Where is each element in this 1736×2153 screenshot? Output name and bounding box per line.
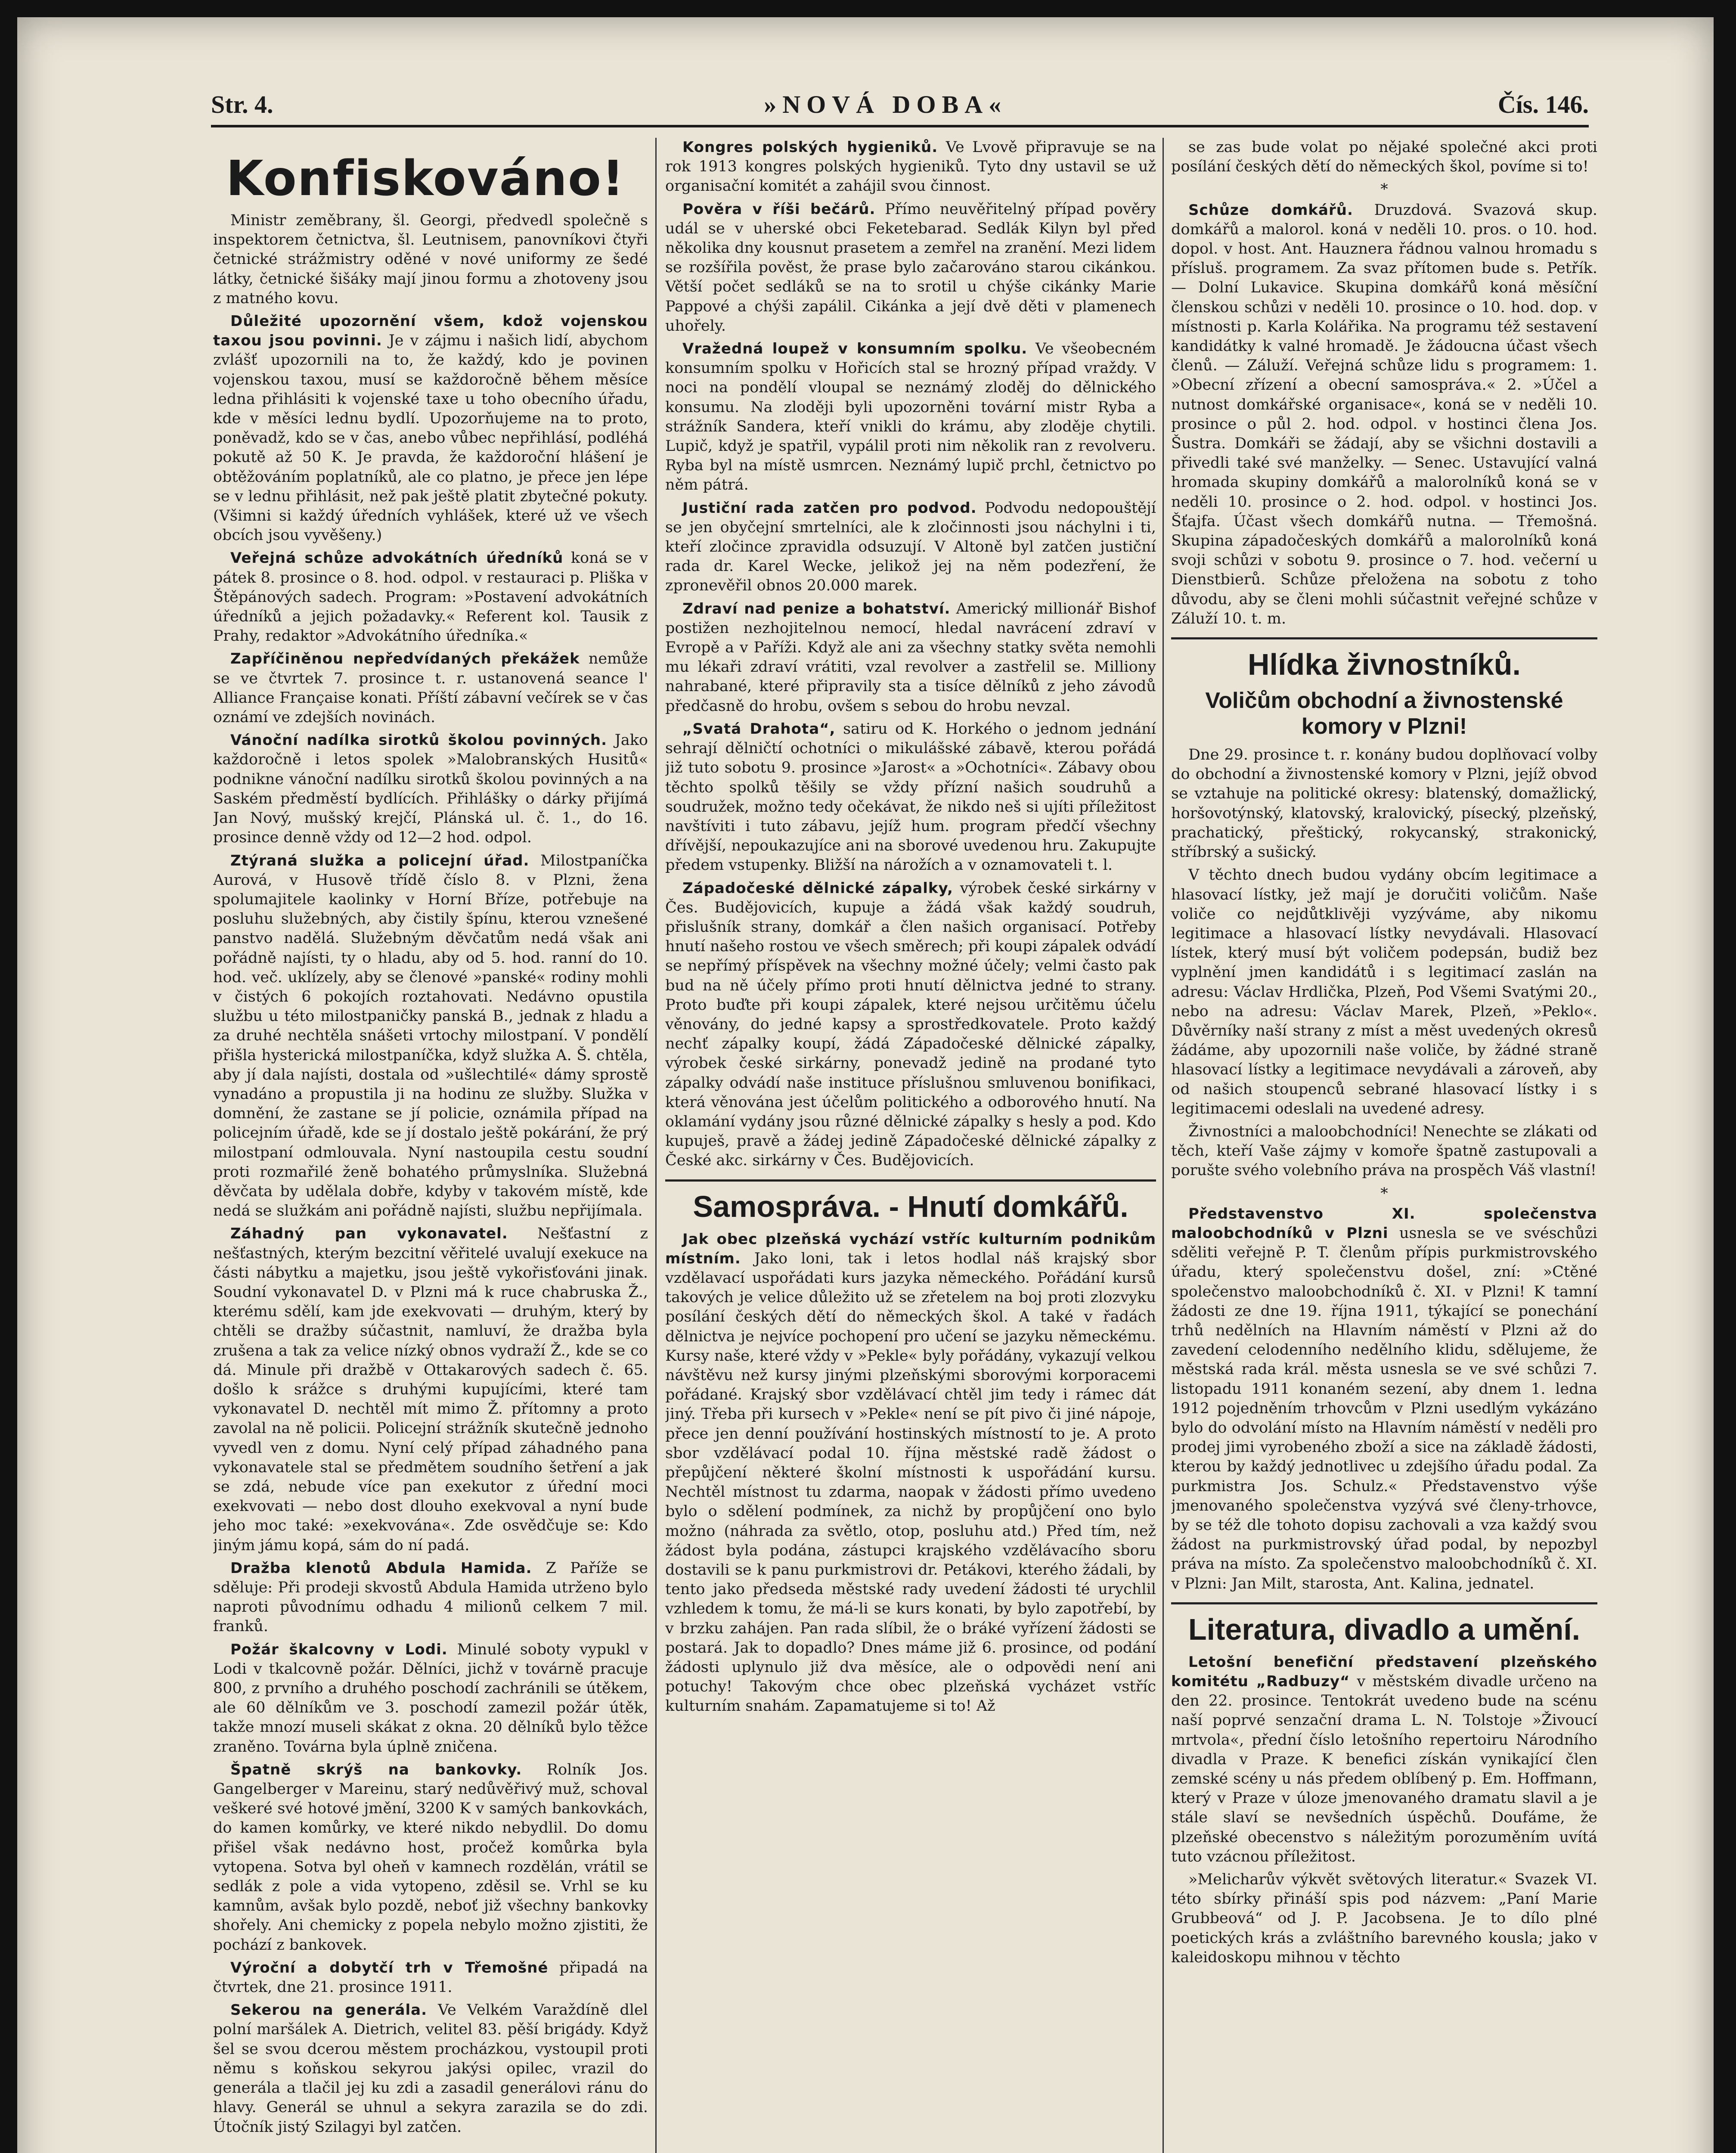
column-3	[1171, 138, 1597, 2153]
article	[213, 1958, 648, 1997]
article-heading: Výroční a dobytčí trh v Třemošné	[230, 1959, 549, 1976]
article-text: v městském divadle určeno na den 22. prosince. Tentokrát uvedeno bude na scénu naší poprvé senzační drama L. N. Tolstoje »Živoucí mrtvola«, přední číslo letošního repertoiru Národního divadla v Praze. K benefici získán vynikající člen zemské scény u nás předem oblíbený p. Em. Hoffmann, který v Praze v úloze jmenovaného dramatu slavil a je stále slaví se nevšedních úspěchů. Doufáme, že plzeňské obecenstvo s náležitým porozuměním uvítá tuto vzácnou příležitost.	[1171, 1673, 1597, 1865]
article-heading: Důležité upozornění všem, kdož vojenskou taxou jsou povinni.	[213, 313, 648, 350]
article-heading: Justiční rada zatčen pro podvod.	[682, 499, 977, 517]
subsection-heading: Voličům obchodní a živnostenské komory v Plzni!	[1205, 688, 1563, 739]
article	[213, 1640, 648, 1757]
column-divider	[655, 138, 657, 2153]
article-text: Podvodu nedopouštějí se jen obyčejní smrtelníci, ale k zločinnosti jsou náchylni i ti, kteří zločince zpravidla odsuzují. V Altoně byl zatčen justiční rada dr. Karel Wecke, jelikož jej na něm podezření, že zpronevěřil obnos 20.000 marek.	[665, 499, 1156, 595]
article-paragraph: V těchto dnech budou vydány obcím legitimace a hlasovací lístky, jež mají je doručiti voličům. Naše voliče co nejdůtklivěji vyzýváme, aby nikomu legitimace a hlasovací lístky nevydávali. Hlasovací lístek, který musí být voličem podepsán, budiž bez vyplnění jmen kandidátů i s legitimací zaslán na adresu: Václav Hrdlička, Plzeň, Pod Všemi Svatými 20., nebo na adresu: Václav Marek, Plzeň, »Peklo«. Důvěrníky naší strany z míst a měst uvedených okresů žádáme, aby upozornili naše voliče, by žádné straně hlasovací lístky a legitimace nevydávali a zároveň, aby od našich stoupenců sebrané hlasovací lístky i s legitimacemi odeslali na uvedené adresy.	[1171, 866, 1597, 1117]
article	[213, 549, 648, 646]
article	[213, 2001, 648, 2137]
article	[213, 312, 648, 545]
article	[213, 1559, 648, 1637]
article	[665, 879, 1156, 1171]
article-heading: Vánoční nadílka sirotků školou povinných.	[230, 732, 608, 749]
article	[213, 1760, 648, 1955]
newspaper-page	[17, 17, 1714, 2153]
article	[1171, 201, 1597, 629]
article-heading: Kongres polských hygieniků.	[682, 139, 938, 156]
article	[665, 200, 1156, 336]
article-text: Přímo neuvěřitelný případ pověry udál se v uherské obci Feketebarad. Sedlák Kilyn byl před několika dny kousnut prasetem a zemřel na zranění. Mezi lidem se rozšířila pověst, že prase bylo začarováno starou cikánkou. Větší počet sedláků se na to srotil u chýše cikánky Marie Pappové a chýši zapálil. Cikánka a její dvě děti v plamenech uhořely.	[665, 200, 1156, 335]
article	[665, 1230, 1156, 1716]
article-paragraph: se zas bude volat po nějaké společné akci proti posílání českých dětí do německých škol, povíme si to!	[1171, 139, 1597, 176]
section-heading: Literatura, divadlo a umění.	[1171, 1602, 1597, 1648]
article-heading: Špatně skrýš na bankovky.	[230, 1761, 522, 1778]
article	[665, 599, 1156, 716]
article-heading: Zdraví nad penize a bohatství.	[682, 600, 951, 617]
article-text: Minulé soboty vypukl v Lodi v tkalcovně požár. Dělníci, jichž v továrně pracuje 800, z prvního a druhého poschodí zachránili se útěkem, ale 60 dělníkům ve 3. poschodí zamezil požár útěk, takže mnozí museli skákat z okna. 20 dělníků bylo těžce zraněno. Továrna byla úplně zničena.	[213, 1641, 648, 1756]
article-heading: Požár škalcovny v Lodi.	[230, 1641, 448, 1658]
column-1	[213, 138, 648, 2153]
article-heading: Západočeské dělnické zápalky,	[682, 879, 953, 897]
article-heading: Dražba klenotů Abdula Hamida.	[230, 1559, 532, 1577]
article-paragraph: Živnostníci a maloobchodníci! Nenechte se zlákati od těch, kteří Vaše zájmy v komoře špatně zastupovali a porušte svého volebního práva na prospěch Váš vlastní!	[1171, 1123, 1597, 1179]
section-heading: Hlídka živnostníků.	[1171, 637, 1597, 683]
article-text: Z Paříže se sděluje: Při prodeji skvostů Abdula Hamida utrženo bylo naproti původnímu odhadu 4 milionů celkem 7 mil. franků.	[213, 1559, 648, 1635]
article-heading: Záhadný pan vykonavatel.	[230, 1225, 508, 1243]
masthead	[211, 84, 1589, 127]
page-number: Str. 4.	[211, 90, 273, 118]
article-paragraph: Ministr zeměbrany, šl. Georgi, předvedl společně s inspektorem četnictva, šl. Leutnisem, panovníkovi čtyři četnické strážmistry oděné v nové uniformy ze šedé látky, četnické šišáky mají jinou formu a zhotoveny jsou z matného kovu.	[213, 212, 648, 307]
newspaper-title: »NOVÁ DOBA«	[764, 90, 1008, 118]
article	[665, 499, 1156, 596]
article-paragraph: »Melicharův výkvět světových literatur.« Svazek VI. této sbírky přináší spis pod názvem: „Paní Marie Grubbeová“ od J. P. Jacobsena. Je to dílo plné poetických krás a zvláštního barevného kousla; jako v kaleidoskopu mihnou v těchto	[1171, 1871, 1597, 1966]
article-text: připadá na čtvrtek, dne 21. prosince 1911.	[213, 1959, 648, 1996]
article-text: Americký millionář Bishof postižen nezhojitelnou nemocí, hledal navrácení zdraví v Evropě a v Paříži. Když ale ani za všechny statky světa nemohli mu lékaři zdraví vrátiti, vzal revolver a zastřelil se. Milliony nahrabané, které připravily sta a tisíce dělníků z jeho závodů předčasně do hrobu, ovšem s sebou do hrobu nevzal.	[665, 600, 1156, 715]
article-heading: Ztýraná služka a policejní úřad.	[230, 852, 530, 869]
article-text: Nešťastní z nešťastných, kterým bezcitní věřitelé uvalují exekuce na části nábytku a majetku, jsou ještě vykořisťováni jinak. Soudní vykonavatel D. v Plzni má k ruce chabruska Ž., kterému sdělí, kam jde exekvovati — druhým, který by chtěli se dražby súčastnit, namluví, že dražba byla zrušena a tak za velice nízký obnos vydraží Ž., kde se co dá. Minule při dražbě v Ottakarových sadech č. 65. došlo k srážce s druhými kupujícími, které tam vykonavatel D. nechtěl mít mimo Ž. přítomny a proto zavolal na ně policii. Policejní strážník skutečně jednoho vyvedl ven z domu. Nyní celý případ záhadného pana vykonavatele stal se předmětem soudního šetření a jak se zdá, nebude více pan exekutor z úřední moci exekvovati — nebo dost dlouho exekvoval a nyní bude jeho moc také: »exekvována«. Zde osvědčuje se: Kdo jiným jámu kopá, sám do ní padá.	[213, 1225, 648, 1554]
article	[213, 851, 648, 1221]
article-heading: Vražedná loupež v konsumním spolku.	[682, 340, 1028, 358]
separator-star: *	[1380, 1185, 1388, 1202]
article-heading: Schůze domkářů.	[1188, 201, 1353, 219]
article-text: satiru od K. Horkého o jednom jednání sehrají dělničtí ochotníci o mikulášské zábavě, kterou pořádá již tuto sobotu 9. prosince »Jarost« a »Ochotníci«. Zábavy obou těchto spolků těšily se vždy přízní našich soudruhů a soudružek, možno tedy očekávat, že nikdo neš si ujíti příležitost navštíviti i tuto zábavu, jejíž hum. program předčí všechny dřívější, nepoukazujíce ani na sborové uvedenou hru. Zakupujte předem vstupenky. Bližší na nárožích a v oznamovateli t. l.	[665, 720, 1156, 874]
article	[665, 339, 1156, 495]
article-heading: Sekerou na generála.	[230, 2001, 427, 2019]
separator-star: *	[1380, 181, 1388, 199]
article-text: Rolník Jos. Gangelberger v Mareinu, starý nedůvěřivý muž, schoval veškeré své hotové jmění, 3200 K v samých bankovkách, do kamen komůrky, ve které nikdo nebydlil. Do domu přišel však nedávno host, pročež komůrka byla vytopena. Sotva byl oheň v kamnech rozdělán, vrátil se sedlák z pole a vida vytopeno, zděsil se. Vrhl se ku kamnům, avšak bylo pozdě, neboť již všechny bankovky shořely. Ani chemicky z popela nebylo možno zjistiti, že pochází z bankovek.	[213, 1761, 648, 1954]
article-heading: Pověra v říši bečárů.	[682, 200, 876, 218]
confiscated-headline: Konfiskováno!	[226, 151, 625, 207]
article-text: nemůže se ve čtvrtek 7. prosince t. r. ustanovená seance l' Alliance Française konati. Příští zábavní večírek se v čas oznámí ve zdejších novinách.	[213, 650, 648, 726]
article	[1171, 1204, 1597, 1594]
article	[213, 731, 648, 847]
article-text: Ve všeobecném konsumním spolku v Hořicích stal se hrozný případ vraždy. V noci na pondělí vloupal se neznámý zloděj do dělnického konsumu. Na zloději byli upozorněni tovární mistr Ryba a strážník Sandera, kteří vnikli do krámu, aby zloděje chytili. Lupič, když je spatřil, vypálil proti nim několik ran z revolveru. Ryba byl na místě usmrcen. Neznámý lupič prchl, četnictvo po něm pátrá.	[665, 340, 1156, 494]
article-text: Ve Lvově připravuje se na rok 1913 kongres polských hygieniků. Tyto dny ustavil se už organisační komitét a zahájil svou činnost.	[665, 139, 1156, 195]
article-text: usnesla se ve svéschůzi sděliti veřejně P. T. členům přípis purkmistrovského úřadu, který společenstvu došel, zní: »Ctěné společenstvo maloobchodníků č. XI. v Plzni! K tamní žádosti ze dne 19. října 1911, týkající se ponechání trhů nedělních na Hlavním náměstí v Plzni až do zavedení celodenního nedělního klidu, sdělujeme, že městská rada král. města usnesla se ve své schůzi 7. listopadu 1911 konaném sezení, aby dnem 1. ledna 1912 pojedněním trhovcům v Plzni usedlým vykázáno bylo do odvolání místo na Hlavním náměstí v neděli pro prodej jimi vyrobeného zboží a sice na základě žádosti, kterou by každý jednotlivec u zdejšího úřadu podal. Za purkmistra Jos. Schulz.« Představenstvo výše jmenovaného společenstva vyzývá své členy-trhovce, by se též dle tohoto dopisu zachovali a vza každý svou žádost na purkmistrovský úřad podal, by nepozbyl práva na místo. Za společenstvo maloobchodníků č. XI. v Plzni: Jan Milt, starosta, Ant. Kalina, jednatel.	[1171, 1224, 1597, 1592]
issue-number: Čís. 146.	[1497, 90, 1589, 118]
column-divider	[1162, 138, 1164, 2153]
article-text: výrobek české sirkárny v Čes. Budějovicích, kupuje a žádá však každý soudruh, přislušník strany, domkář a člen našich organisací. Potřeby hnutí našeho rostou ve všech směrech; při koupi zápalek odvádí se nepřímý příspěvek na všechny možné účely; velmi často pak bud na ně účely přímo proti hnutí dělnictva jedné to strany. Proto buďte při koupi zápalek, které nejsou určitěmu účelu věnovány, do jedné kapsy a sprostředkovatele. Proto každý nechť zápalky koupí, žádá Západočeské dělnické zápalky, výrobek české sirkárny, ponevadž jedině na prodané tyto zápalky odvádí naše instituce příslušnou smluvenou bonifikaci, která věnována jest účelům politického a odborového hnutí. Na oklamání vydány jsou různé dělnické zápalky s hesly a pod. Kdo kupuješ, pravě a žádej jedině Západočeské dělnické zápalky z České akc. sirkárny v Čes. Budějovicích.	[665, 879, 1156, 1170]
article-heading: „Svatá Drahota“,	[682, 720, 836, 738]
article-heading: Letošní benefiční představení plzeňského komitétu „Radbuzy“	[1171, 1653, 1597, 1691]
article-heading: Představenstvo XI. společenstva maloobchodníků v Plzni	[1171, 1205, 1597, 1242]
article	[213, 649, 648, 727]
column-2	[665, 138, 1156, 2153]
section-heading: Samospráva. - Hnutí domkářů.	[665, 1179, 1156, 1225]
article	[213, 1224, 648, 1555]
article	[1171, 1653, 1597, 1867]
article-text: koná se v pátek 8. prosince o 8. hod. odpol. v restauraci p. Pliška v Štěpánových sadech. Program: »Postavení advokátních úředníků a jejich požadavky.« Referent kol. Tausik z Prahy, redaktor »Advokátního úředníka.«	[213, 549, 648, 645]
article-text: Je v zájmu i našich lidí, abychom zvlášť upozornili na to, že každý, kdo je povinen vojenskou taxou, musí se každoročně během měsíce ledna přihlásiti k vojenské taxe u toho obecního úřadu, kde v měsíci lednu bydlí. Upozorňujeme na to proto, poněvadž, kdo se v čas, anebo vůbec nepřihlásí, podléhá pokutě až 50 K. Je pravda, že každoroční hlášení je obtěžováním poplatníků, ale co platno, je přece jen lépe se v lednu přihlásit, než pak ještě platit zbytečné pokuty. (Všimni si každý úředních vyhlášek, které už ve všech obcích jsou vyvěšeny.)	[213, 332, 648, 544]
article	[665, 138, 1156, 196]
article-heading: Veřejná schůze advokátních úředníků	[230, 549, 564, 567]
article-heading: Zapříčiněnou nepředvídaných překážek	[230, 650, 580, 668]
article-text: Jako loni, tak i letos hodlal náš krajský sbor vzdělavací uspořádati kurs jazyka německého. Pořádání kursů takových je velice důležito už se zřetelem na boj proti zlozvyku posílání českých dětí do německých škol. A také v řadách dělnictva je nejvíce pochopení pro učení se jazyku německému. Kursy naše, které vždy v »Pekle« byly pořádány, vykazují velkou návštěvu než kursy jinými plzeňskými sborovými korporacemi pořádané. Krajský sbor vzdělávací chtěl jim tedy i rámec dát jiný. Třeba při kursech v »Pekle« není se pít pivo či jiné nápoje, přece jen denní používání hostinských místností to je. A proto sbor vzdělávací podal 10. října městské radě žádost o přepůjčení některé školní místnosti k uspořádání kursu. Nechtěl místnost tu zdarma, naopak v žádosti přímo uvedeno bylo o sdělení podmínek, za nichž by propůjčení ono bylo možno (náhrada za světlo, otop, posluhu atd.) Před tím, než žádost byla podána, zástupci krajského vzdělávacího sboru dostavili se k panu purkmistrovi dr. Petákovi, kterého žádali, by tento jako předseda městské rady uvedení žádosti té urychlil vzhledem k tomu, že má-li se kurs konati, by bylo zapotřebí, by v brzku zahájen. Pan rada slíbil, že o bráké vyřízení žádosti se postará. Jak to dopadlo? Dnes máme již 6. prosince, od podání žádosti uplynulo již dva měsíce, ale o odpovědi není ani potuchy! Takovým chce obec plzeňská vycházet vstříc kulturním snahám. Zapamatujeme si to! Až	[665, 1250, 1156, 1715]
article-text: Druzdová. Svazová skup. domkářů a malorol. koná v neděli 10. pros. o 10. hod. dopol. v host. Ant. Hauznera řádnou valnou hromadu s přísluš. programem. Za svaz přítomen bude s. Petřík. — Dolní Lukavice. Skupina domkářů koná měsíční členskou schůzi v neděli 10. prosince o 10. hod. dop. v místnosti p. Karla Kolářika. Na programu též sestavení kandidátky k valné hromadě. Je žádoucna účast všech členů. — Záluží. Veřejná schůze lidu s programem: 1. »Obecní zřízení a obecní samospráva.« 2. »Účel a nutnost domkářské organisace«, koná se v neděli 10. prosince o půl 2. hod. odpol. v hostinci člena Jos. Šustra. Domkáři se žádají, aby se všichni dostavili a přivedli také své manželky. — Senec. Ustavující valná hromada skupiny domkářů a malorolníků koná se v neděli 10. prosince o 2. hod. odpol. v hostinci Jos. Šťajfa. Účast všech domkářů nutna. — Třemošná. Skupina západočeských domkářů a malorolníků koná svoji schůzi v sobotu 9. prosince o 7. hod. večerní u Dienstbierů. Schůze přeložena na sobotu z toho důvodu, aby se členi mohli súčastnit veřejné schůze v Záluží 10. t. m.	[1171, 201, 1597, 627]
article-heading: Jak obec plzeňská vychází vstříc kulturním podnikům místním.	[665, 1230, 1156, 1267]
article	[665, 720, 1156, 875]
article-paragraph: Dne 29. prosince t. r. konány budou doplňovací volby do obchodní a živnostenské komory v Plzni, jejíž obvod se vztahuje na politické okresy: blatenský, domažlický, horšovotýnský, klatovský, kralovický, písecký, plzeňský, prachatický, přeštický, rokycanský, strakonický, stříbrský a sušický.	[1171, 746, 1597, 861]
article-text: Milostpaníčka Aurová, v Husově třídě číslo 8. v Plzni, žena spolumajitele kaolinky v Horní Bříze, potřebuje na posluhu služebných, aby čistily špínu, kterou vznešené panstvo nadělá. Služebným děvčatům nedá však ani pořádně najísti, ty o hladu, aby od 5. hod. ranní do 10. hod. več. uklízely, aby se členové »panské« rodiny mohli v čistých 6 pokojích roztahovati. Nedávno opustila službu u této milostpaničky panská B., jednak z hladu a za druhé nechtěla snášeti vrtochy milostpaní. V pondělí přišla hysterická milostpaníčka, když služka A. Š. chtěla, aby jí dala najísti, dostala od »ušlechtilé« dámy sprostě vynadáno a propustila ji na hodinu ze služby. Služka v domnění, že zastane se jí policie, oznámila případ na policejním úřadě, kde se jí dostalo ještě pokárání, že prý milostpaní odmlouvala. Nyní nastoupila cestu soudní proti rozmařilé ženě bohatého průmyslníka. Služebná děvčata by udělala dobře, kdyby v takovém místě, kde nedá se služkám ani pořádně najísti, službu nepřijímala.	[213, 852, 648, 1220]
article-text: Ve Velkém Varaždíně dlel polní maršálek A. Dietrich, velitel 83. pěší brigády. Když šel se svou dcerou městem procházkou, vystoupil proti němu s koňskou sekyrou jakýsi opilec, vrazil do generála a tlačil jej ku zdi a zasadil generálovi ránu do hlavy. Generál se uhnul a sekyra zarazila se do zdi. Útočník jistý Szilagyi byl zatčen.	[213, 2001, 648, 2136]
article-text: Jako každoročně i letos spolek »Malobranských Husitů« podnikne vánoční nadílku sirotků školou povinných a na Saském předměstí bydlících. Přihlášky o dárky přijímá Jan Nový, mušský krejčí, Plánská ul. č. 1., do 16. prosince denně vždy od 12—2 hod. odpol.	[213, 732, 648, 847]
